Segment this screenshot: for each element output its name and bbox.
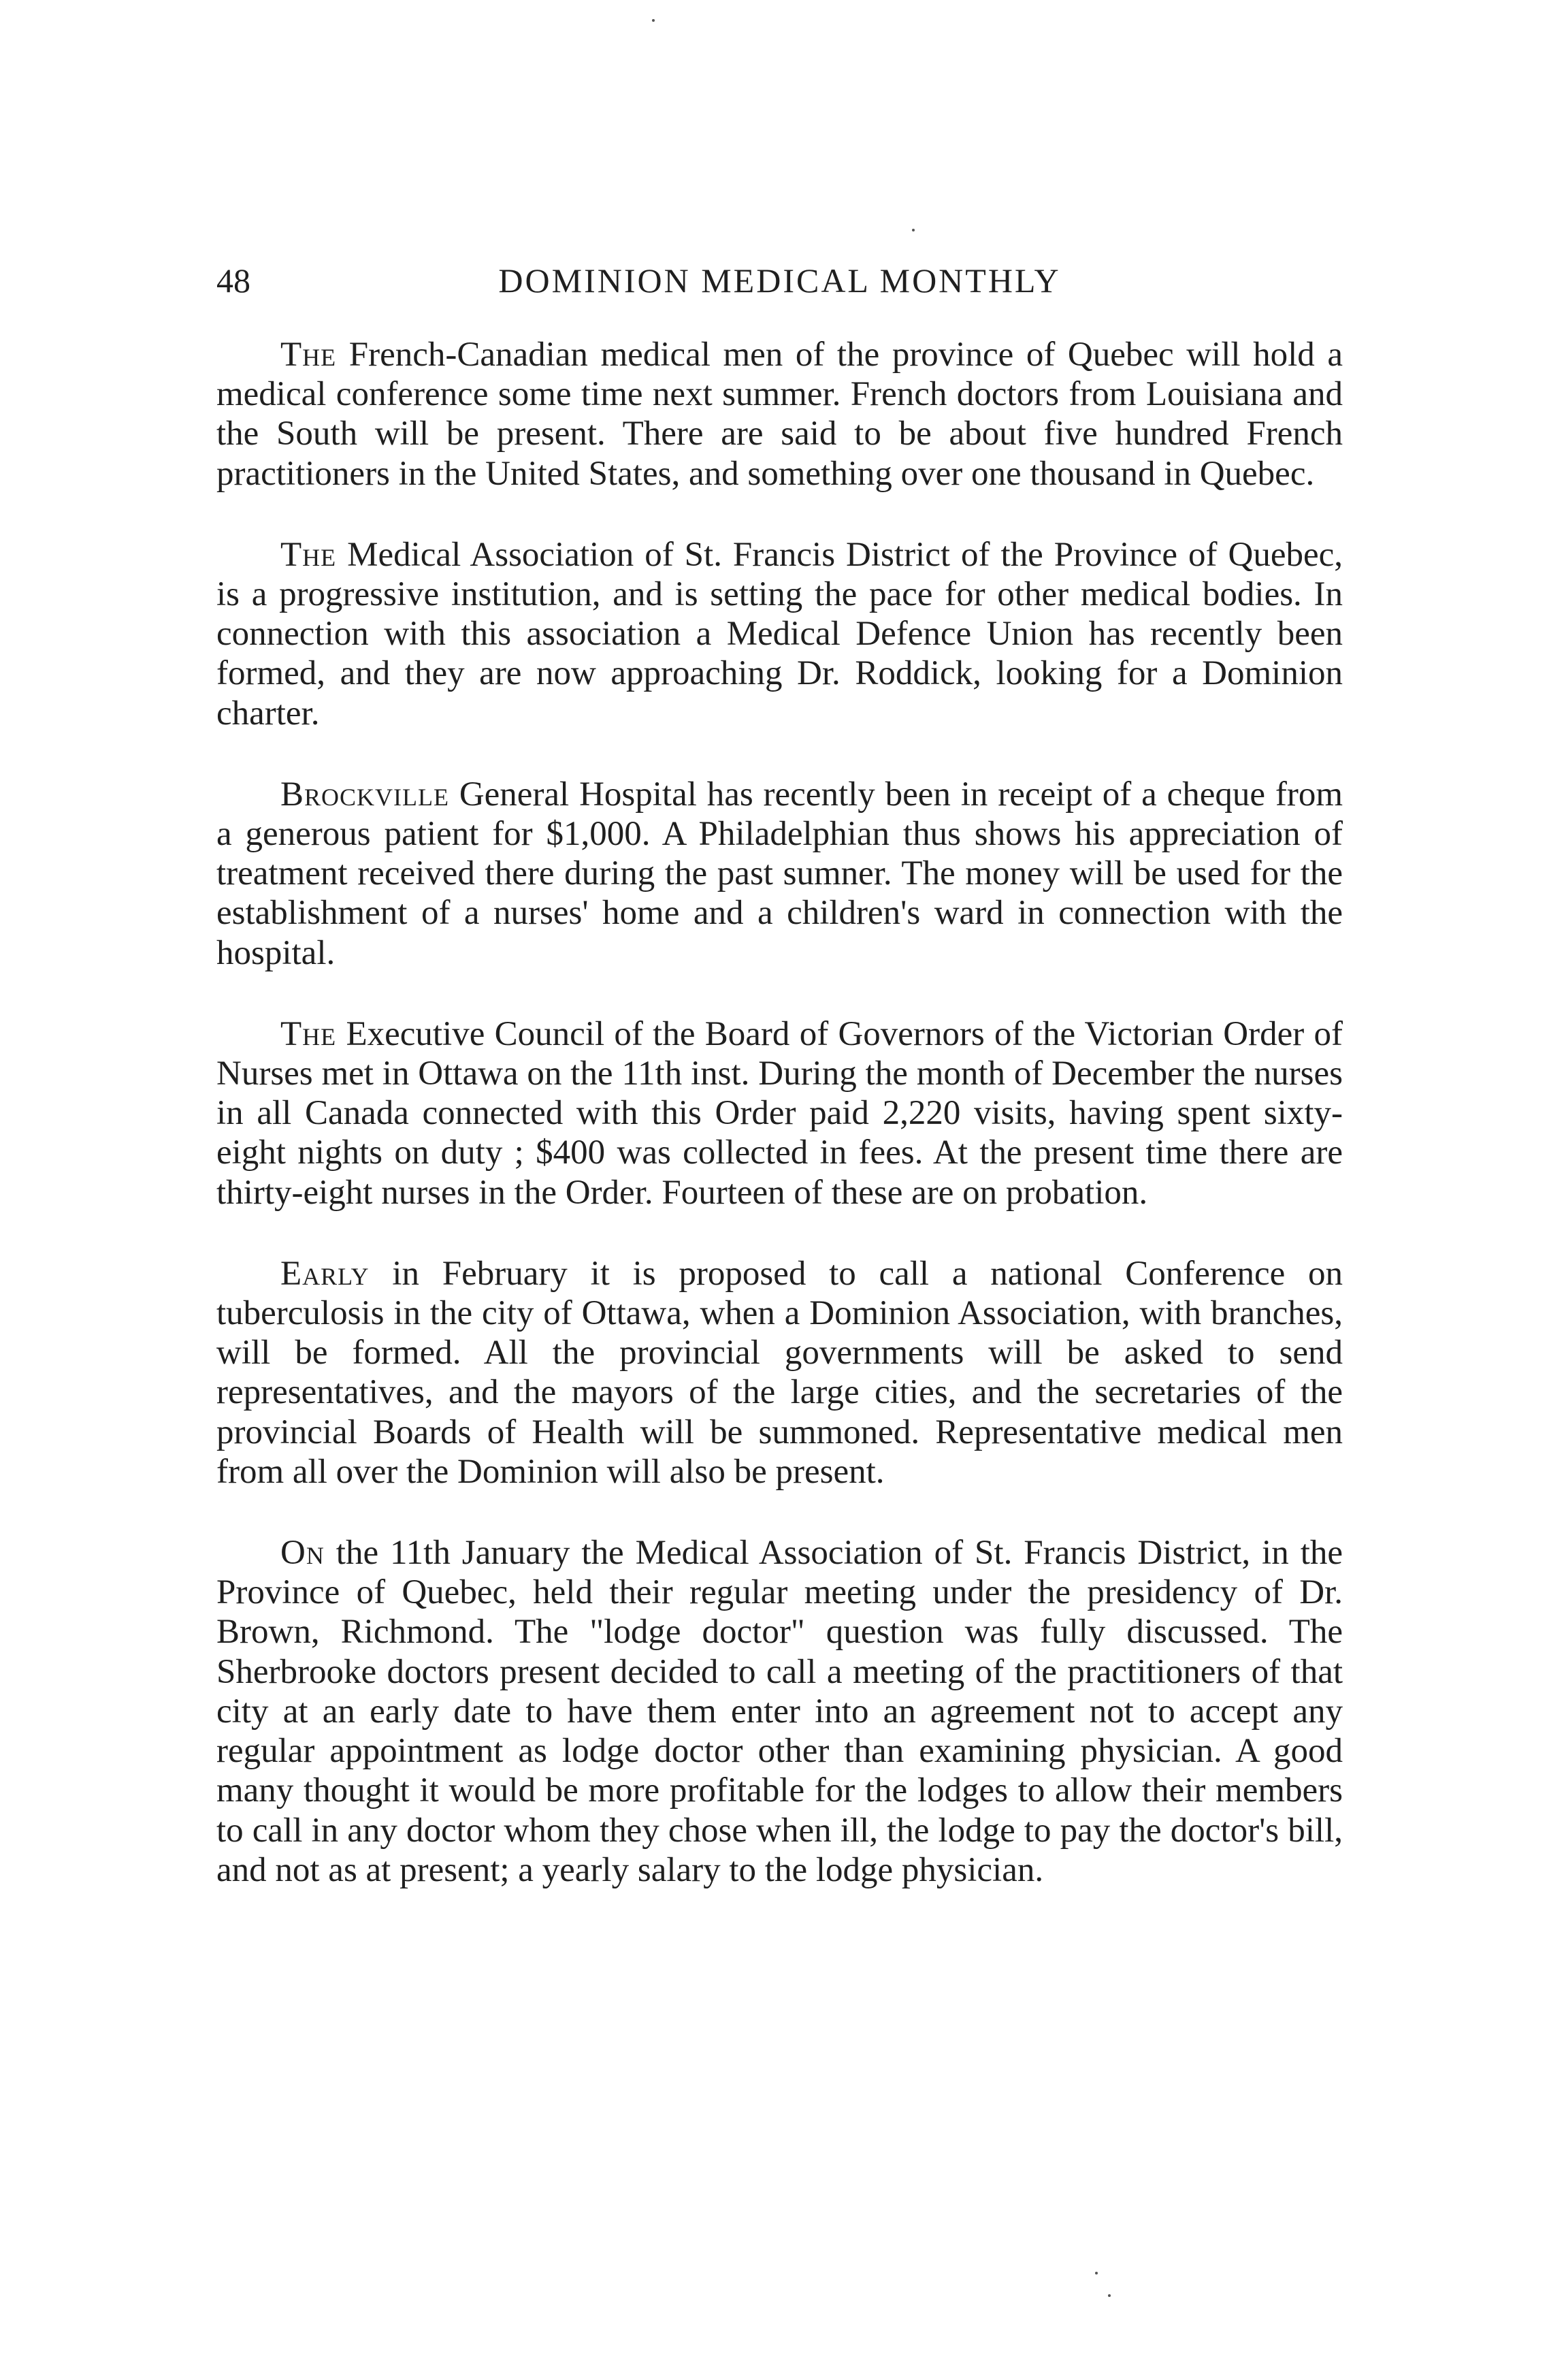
ink-speck bbox=[1095, 2272, 1098, 2274]
news-paragraph-st-francis bbox=[216, 535, 1343, 733]
running-header bbox=[216, 253, 1343, 308]
article-body bbox=[216, 335, 1343, 1931]
journal-title: DOMINION MEDICAL MONTHLY bbox=[498, 261, 1061, 300]
paragraph-text: French-Canadian medical men of the province of Quebec will hold a medical conference some time next summer. French doctors from Louisiana and the South will be present. There are said to be about five hundred French practitioners in the United States, and something over one thousand in Quebec. bbox=[216, 336, 1343, 493]
paragraph-text: Executive Council of the Board of Governors of the Victorian Order of Nurses met in Ottawa on the 11th inst. During the month of December the nurses in all Canada connected with this Order paid 2,220 visits, having spent sixty-eight nights on duty ; $400 was collected in fees. At the present time there are thirty-eight nurses in the Order. Fourteen of these are on probation. bbox=[216, 1014, 1343, 1212]
ink-speck bbox=[1108, 2294, 1111, 2297]
paragraph-text: in February it is proposed to call a national Conference on tuberculosis in the city of Ottawa, when a Dominion Association, with branches, will be formed. All the provincial governments will be asked to send representatives, and the mayors of the large cities, and the secretaries of the provincial Boards of Health will be summoned. Representative medical men from all over the Dominion will also be present. bbox=[216, 1254, 1343, 1491]
ink-speck bbox=[652, 19, 655, 22]
news-paragraph-victorian-order bbox=[216, 1014, 1343, 1212]
paragraph-text: General Hospital has recently been in receipt of a cheque from a generous patient for $1,000. A Philadelphian thus shows his appreciation of treatment received there during the past sumner. The money will be used for the establishment of a nurses' home and a children's ward in connection with the hospital. bbox=[216, 775, 1343, 972]
paragraph-lead-word: Brockville bbox=[280, 775, 449, 814]
paragraph-text: Medical Association of St. Francis District of the Province of Quebec, is a progressive institution, and is setting the pace for other medical bodies. In connection with this association a Medical Defence Union has recently been formed, and they are now approaching Dr. Roddick, looking for a Dominion charter. bbox=[216, 535, 1343, 733]
news-paragraph-conference bbox=[216, 335, 1343, 494]
paragraph-lead-word: The bbox=[280, 336, 337, 374]
paragraph-lead-word: On bbox=[280, 1534, 325, 1573]
news-paragraph-brockville bbox=[216, 775, 1343, 973]
page-number: 48 bbox=[216, 261, 250, 300]
paragraph-lead-word: The bbox=[280, 535, 337, 574]
paragraph-lead-word: Early bbox=[280, 1254, 370, 1293]
paragraph-text: the 11th January the Medical Association of St. Francis District, in the Province of Quebec, held their regular meeting under the presidency of Dr. Brown, Richmond. The "lodge doctor" question was fully discussed. The Sherbrooke doctors present decided to call a meeting of the practitioners of that city at an early date to have them enter into an agreement not to accept any regular appointment as lodge doctor other than examining physician. A good many thought it would be more profitable for the lodges to allow their members to call in any doctor whom they chose when ill, the lodge to pay the doctor's bill, and not as at present; a yearly salary to the lodge physician. bbox=[216, 1534, 1343, 1889]
news-paragraph-lodge-doctor bbox=[216, 1533, 1343, 1890]
news-paragraph-tuberculosis bbox=[216, 1254, 1343, 1492]
paragraph-lead-word: The bbox=[280, 1014, 337, 1053]
ink-speck bbox=[912, 229, 915, 231]
